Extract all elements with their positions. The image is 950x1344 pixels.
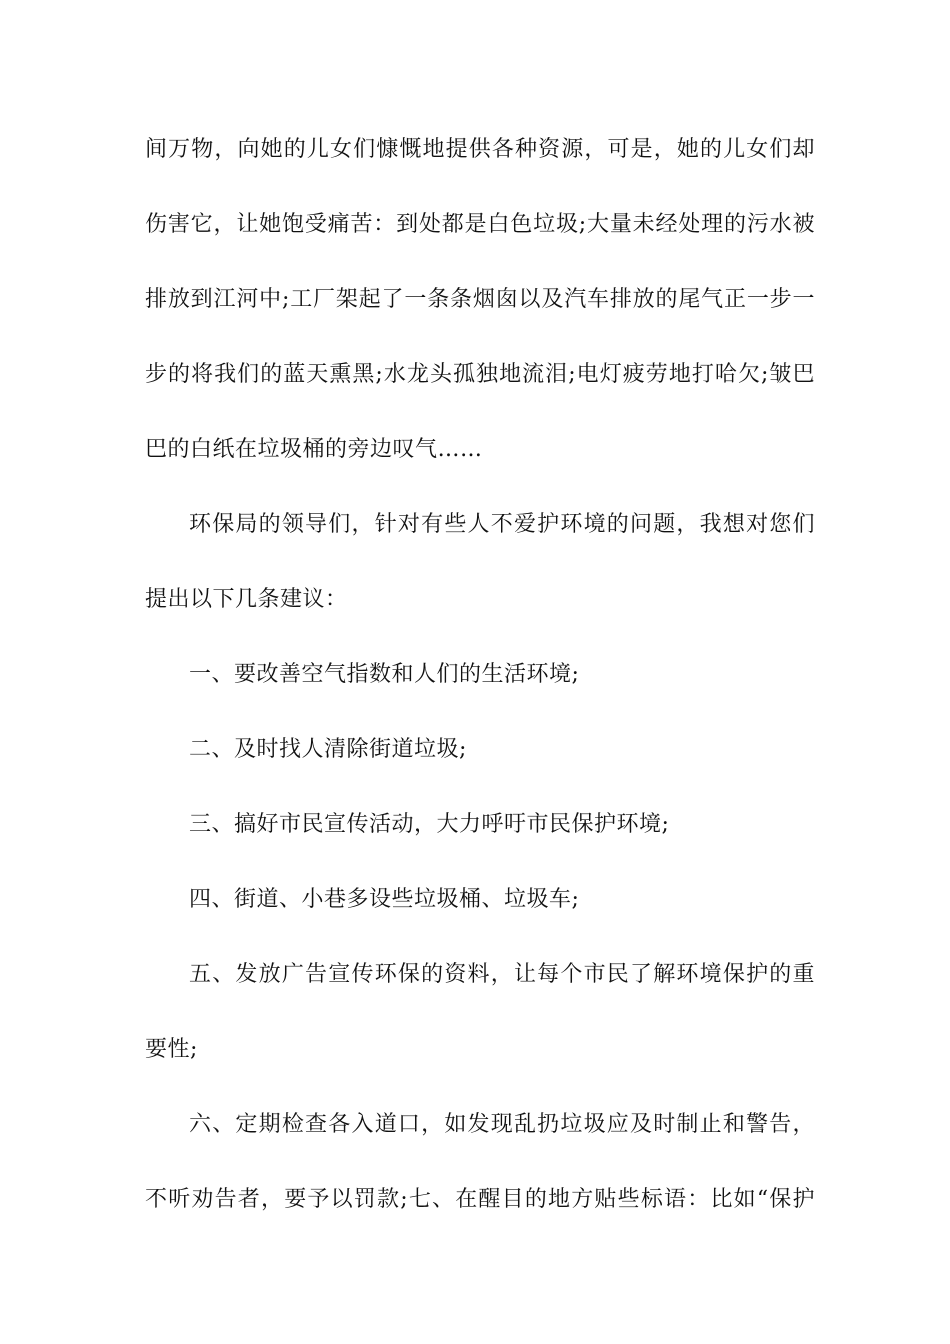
paragraph-line: 提出以下几条建议：: [145, 587, 348, 612]
paragraph-line: 伤害它，让她饱受痛苦：到处都是白色垃圾;大量未经处理的污水被: [145, 212, 815, 237]
suggestion-item: 四、街道、小巷多设些垃圾桶、垃圾车;: [189, 887, 580, 912]
paragraph-line: 环保局的领导们，针对有些人不爱护环境的问题，我想对您们: [189, 512, 815, 537]
suggestion-item: 一、要改善空气指数和人们的生活环境;: [189, 662, 580, 687]
suggestion-item: 三、搞好市民宣传活动，大力呼吁市民保护环境;: [189, 812, 670, 837]
paragraph-line: 步的将我们的蓝天熏黑;水龙头孤独地流泪;电灯疲劳地打哈欠;皱巴: [145, 362, 815, 387]
paragraph-line: 间万物，向她的儿女们慷慨地提供各种资源，可是，她的儿女们却: [145, 137, 815, 162]
suggestion-item: 二、及时找人清除街道垃圾;: [189, 737, 467, 762]
paragraph-line: 不听劝告者，要予以罚款;七、在醒目的地方贴些标语：比如“保护: [145, 1187, 815, 1212]
suggestion-item: 五、发放广告宣传环保的资料，让每个市民了解环境保护的重: [189, 962, 815, 987]
suggestion-item: 六、定期检查各入道口，如发现乱扔垃圾应及时制止和警告，: [189, 1112, 815, 1137]
paragraph-line: 要性;: [145, 1037, 198, 1062]
paragraph-line: 排放到江河中;工厂架起了一条条烟囱以及汽车排放的尾气正一步一: [145, 287, 815, 312]
paragraph-line: 巴的白纸在垃圾桶的旁边叹气……: [145, 437, 483, 462]
